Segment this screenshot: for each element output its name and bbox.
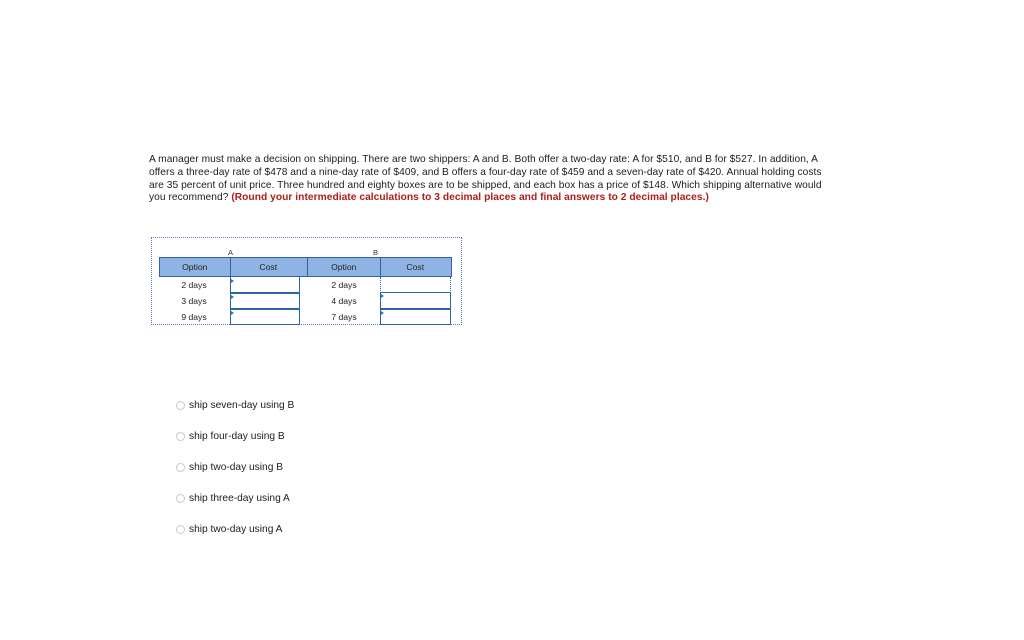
choice-2[interactable] [176, 431, 285, 442]
rounding-instruction: (Round your intermediate calculations to 3 decimal places and final answers to 2 decimal places.) [231, 192, 709, 204]
shipping-cost-table [151, 237, 462, 325]
header-a-divider [230, 257, 231, 277]
choice-label: ship two-day using B [189, 462, 284, 473]
a-cost-input-2[interactable] [230, 293, 300, 309]
choice-5[interactable] [176, 524, 282, 535]
radio-button[interactable] [176, 432, 185, 441]
group-label-b: B [373, 248, 379, 257]
choice-label: ship four-day using B [189, 431, 285, 442]
a-cost-input-3[interactable] [230, 309, 300, 325]
b-option-2: 4 days [331, 296, 357, 306]
radio-button[interactable] [176, 463, 185, 472]
a-option-3: 9 days [181, 312, 207, 322]
b-cost-input-2[interactable] [380, 292, 451, 309]
header-a [159, 257, 308, 277]
radio-button[interactable] [176, 401, 185, 410]
header-b-option: Option [331, 262, 357, 272]
radio-button[interactable] [176, 494, 185, 503]
choice-label: ship three-day using A [189, 493, 290, 504]
header-b-divider [380, 257, 381, 277]
question-text [149, 154, 825, 205]
input-marker-icon [381, 311, 384, 315]
b-option-1: 2 days [331, 280, 357, 290]
a-option-2: 3 days [181, 296, 207, 306]
input-marker-icon [381, 294, 384, 298]
question-body: A manager must make a decision on shipping. There are two shippers: A and B. Both offer a two-day rate: A for $510, and B for $527. In addition, A offers a three-day rate of $478 and a nine-day rate of $409, and B offers a four-day rate of $459 and a seven-day rate of $420. Annual holding costs are 35 percent of unit price. Three hundred and eighty boxes are to be shipped, and each box has a price of $148. Which shipping alternative would you recommend? [149, 154, 822, 204]
b-cost-input-3[interactable] [380, 309, 451, 325]
choice-label: ship two-day using A [189, 524, 283, 535]
b-option-3: 7 days [331, 312, 357, 322]
radio-button[interactable] [176, 525, 185, 534]
header-a-option: Option [182, 262, 208, 272]
table-bottom-rule [230, 324, 300, 325]
choice-3[interactable] [176, 462, 283, 473]
header-a-cost: Cost [259, 262, 278, 272]
input-marker-icon [231, 279, 234, 283]
header-b-cost: Cost [406, 262, 425, 272]
b-cost-input-1[interactable] [380, 277, 451, 293]
a-option-1: 2 days [181, 280, 207, 290]
choice-1[interactable] [176, 400, 294, 411]
a-cost-input-1[interactable] [230, 277, 300, 293]
choice-4[interactable] [176, 493, 290, 504]
choice-label: ship seven-day using B [189, 400, 295, 411]
input-marker-icon [231, 295, 234, 299]
input-marker-icon [231, 311, 234, 315]
group-label-a: A [228, 248, 234, 257]
